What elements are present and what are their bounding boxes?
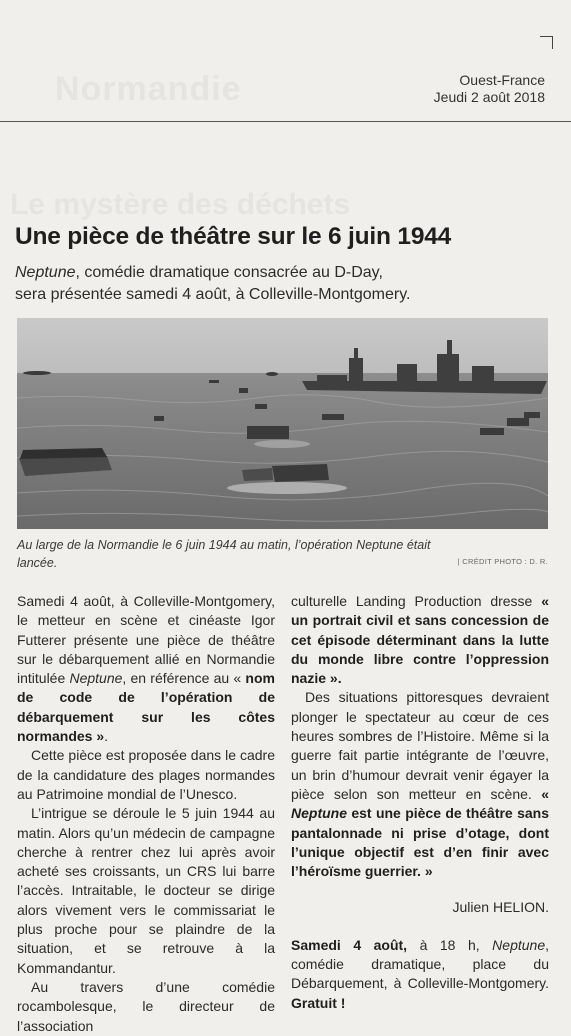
header-rule [0, 121, 571, 122]
photo-credit: | CRÉDIT PHOTO : D. R. [457, 557, 548, 566]
body-paragraph: Samedi 4 août, à Colleville-Montgomery, le metteur en scène et cinéaste Igor Futterer présente une pièce de théâtre sur le débarquement allié en Normandie intitulée Neptune, en référence au « nom de code de l’opération de débarquement sur les côtes normandes ». [17, 593, 275, 745]
standfirst-title: Neptune [15, 264, 76, 281]
article-headline: Une pièce de théâtre sur le 6 juin 1944 [15, 223, 452, 250]
bleed-through-text: Normandie [55, 70, 242, 108]
article-photo [17, 318, 548, 529]
article-standfirst [15, 262, 555, 306]
standfirst-line1: , comédie dramatique consacrée au D-Day, [75, 264, 383, 281]
body-paragraph: Des situations pittoresques devraient plonger le spectateur au cœur de ces heures sombres de l’Histoire. Même si la guerre fait partie intégrante de l’œuvre, un brin d’humour devrait venir égayer la pièce selon son metteur en scène. « Neptune est une pièce de théâtre sans pantalonnade ni prise d’otage, dont l’unique objectif est d’en finir avec l’héroïsme guerrier. » [291, 689, 549, 880]
event-info: Samedi 4 août, à 18 h, Neptune, comédie dramatique, place du Débarquement, à Colleville-Montgomery. Gratuit ! [291, 936, 549, 1011]
bleed-through-text: Le mystère des déchets [10, 188, 351, 221]
author-signature: Julien HELION. [452, 899, 549, 916]
corner-crop-mark [540, 36, 553, 49]
landing-craft-photo [17, 318, 548, 529]
publication-date: Jeudi 2 août 2018 [433, 89, 545, 105]
photo-caption: Au large de la Normandie le 6 juin 1944 au matin, l’opération Neptune était lancée. [17, 538, 431, 570]
article-column-left [17, 592, 275, 1036]
article-column-right [291, 592, 549, 1013]
body-paragraph: Au travers d’une comédie rocambolesque, le directeur de l’association [17, 978, 275, 1034]
body-paragraph: culturelle Landing Production dresse « un portrait civil et sans concession de cet épisode déterminant dans la lutte du monde libre contre l’oppression nazie ». [291, 593, 549, 687]
publication-name: Ouest-France [459, 72, 545, 88]
body-paragraph: Cette pièce est proposée dans le cadre de la candidature des plages normandes au Patrimoine mondial de l’Unesco. [17, 747, 275, 802]
masthead [434, 72, 545, 106]
standfirst-line2: sera présentée samedi 4 août, à Colleville-Montgomery. [15, 286, 411, 303]
body-paragraph: L’intrigue se déroule le 5 juin 1944 au matin. Alors qu’un médecin de campagne cherche à rentrer chez lui après avoir acheté ses croissants, un CRS lui barre l’accès. Intraitable, le docteur se dirige alors vivement vers le commissariat le plus proche pour se plaindre de la situation, et se retrouve à la Kommandantur. [17, 805, 275, 976]
